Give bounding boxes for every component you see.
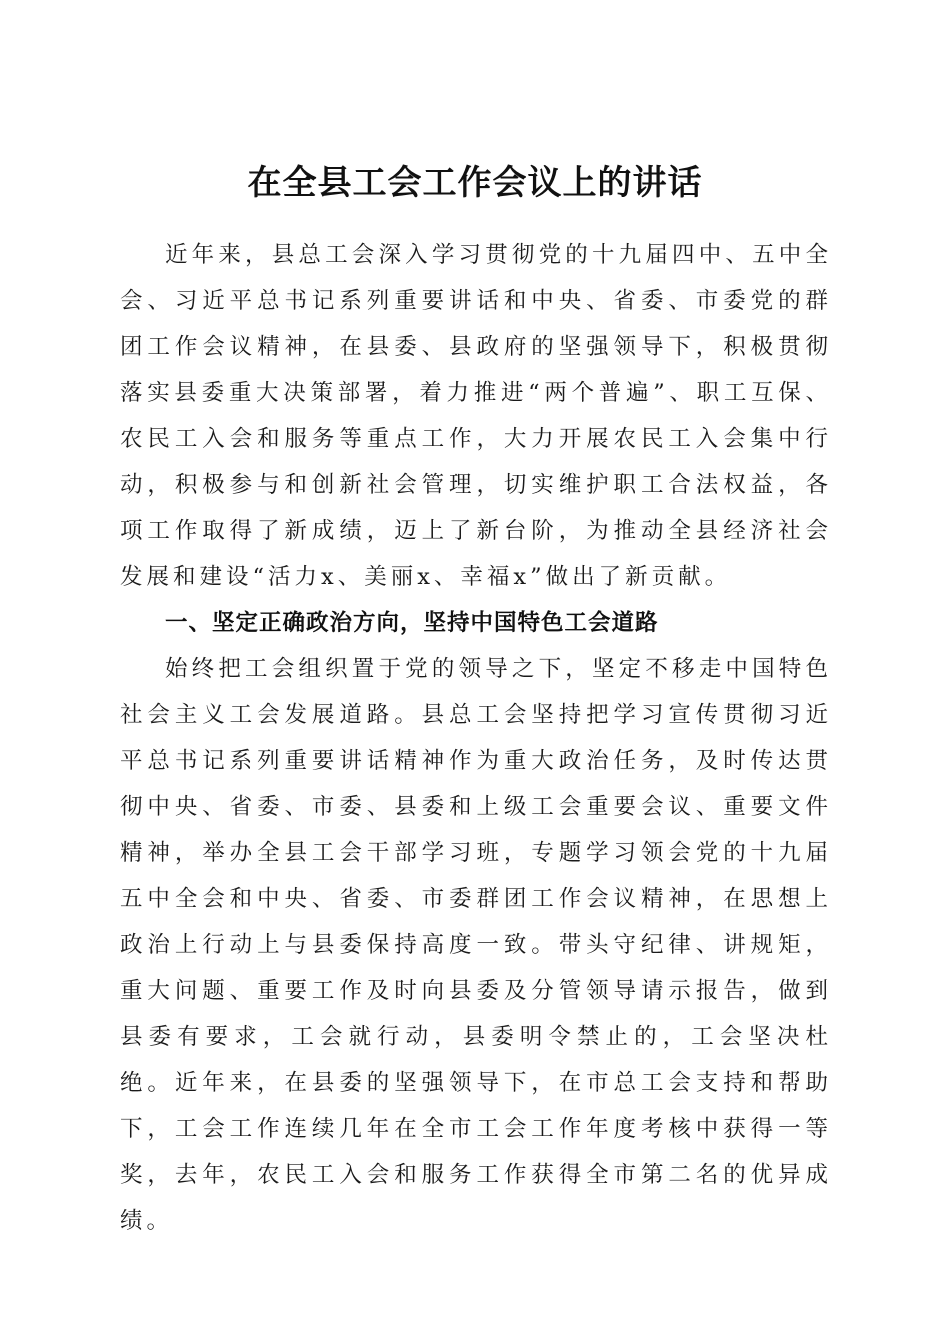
document-title: 在全县工会工作会议上的讲话 <box>247 162 703 203</box>
section-heading-1: 一、坚定正确政治方向，坚持中国特色工会道路 <box>165 610 659 636</box>
section-1-paragraph: 始终把工会组织置于党的领导之下，坚定不移走中国特色社会主义工会发展道路。县总工会坚持把学习宣传贯彻习近平总书记系列重要讲话精神作为重大政治任务，及时传达贯彻中央、省委、市委、县委和上级工会重要会议、重要文件精神，举办全县工会干部学习班，专题学习领会党的十九届五中全会和中央、省委、市委群团工作会议精神，在思想上政治上行动上与县委保持高度一致。带头守纪律、讲规矩，重大问题、重要工作及时向县委及分管领导请示报告，做到县委有要求，工会就行动，县委明令禁止的，工会坚决杜绝。近年来，在县委的坚强领导下，在市总工会支持和帮助下，工会工作连续几年在全市工会工作年度考核中获得一等奖，去年，农民工入会和服务工作获得全市第二名的优异成绩。 <box>120 656 832 1234</box>
document-body <box>120 232 832 1244</box>
intro-paragraph: 近年来，县总工会深入学习贯彻党的十九届四中、五中全会、习近平总书记系列重要讲话和中央、省委、市委党的群团工作会议精神，在县委、县政府的坚强领导下，积极贯彻落实县委重大决策部署，着力推进“两个普遍”、职工互保、农民工入会和服务等重点工作，大力开展农民工入会集中行动，积极参与和创新社会管理，切实维护职工合法权益，各项工作取得了新成绩，迈上了新台阶，为推动全县经济社会发展和建设“活力x、美丽x、幸福x”做出了新贡献。 <box>120 242 832 590</box>
